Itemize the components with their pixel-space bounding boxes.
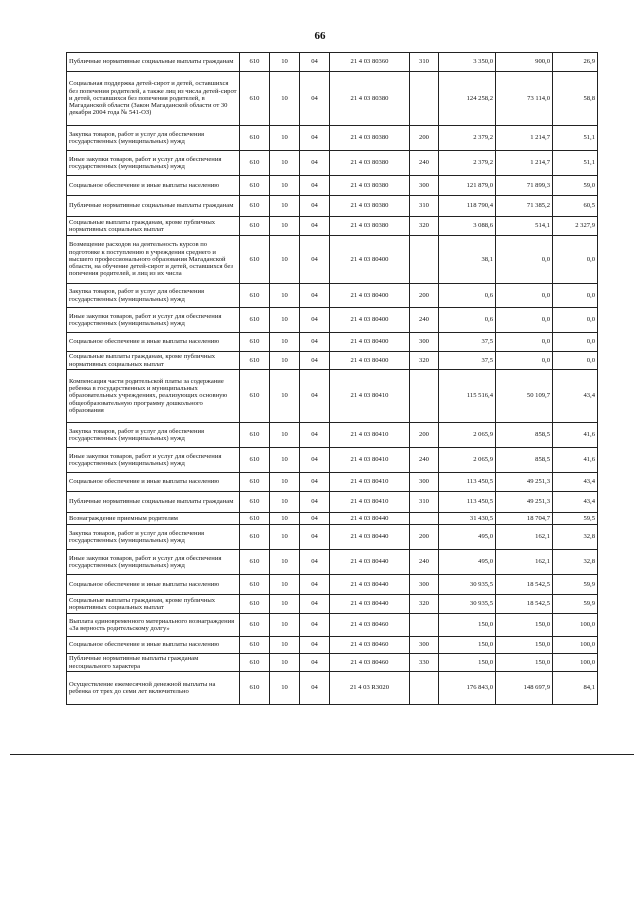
row-name: Социальные выплаты гражданам, кроме публичных нормативных социальных выплат bbox=[67, 352, 240, 370]
footer-divider bbox=[10, 754, 634, 755]
row-target-article: 21 4 03 80410 bbox=[330, 448, 410, 473]
row-section-code: 10 bbox=[270, 352, 300, 370]
row-name: Социальные выплаты гражданам, кроме публичных нормативных социальных выплат bbox=[67, 217, 240, 236]
table-row bbox=[67, 308, 598, 333]
row-section-code: 10 bbox=[270, 370, 300, 423]
row-actual-amount: 71 385,2 bbox=[496, 196, 553, 217]
table-row bbox=[67, 53, 598, 72]
row-actual-amount: 71 899,3 bbox=[496, 176, 553, 196]
row-name: Публичные нормативные социальные выплаты гражданам bbox=[67, 196, 240, 217]
row-percent-executed: 41,6 bbox=[553, 423, 598, 448]
row-subsection-code: 04 bbox=[300, 151, 330, 176]
row-name: Осуществление ежемесячной денежной выплаты на ребенка от трех до семи лет включительно bbox=[67, 672, 240, 705]
row-name: Компенсация части родительской платы за содержание ребенка в государственных и муниципальных образовательных учреждениях, реализующих основную общеобразовательную программу дошкольного образования bbox=[67, 370, 240, 423]
table-row bbox=[67, 473, 598, 492]
row-planned-amount: 2 065,9 bbox=[439, 448, 496, 473]
row-department-code: 610 bbox=[240, 473, 270, 492]
row-subsection-code: 04 bbox=[300, 217, 330, 236]
row-actual-amount: 18 542,5 bbox=[496, 575, 553, 595]
row-section-code: 10 bbox=[270, 448, 300, 473]
row-actual-amount: 1 214,7 bbox=[496, 151, 553, 176]
budget-table-body bbox=[67, 53, 598, 705]
row-expense-type: 310 bbox=[410, 492, 439, 513]
row-actual-amount: 18 704,7 bbox=[496, 513, 553, 525]
row-target-article: 21 4 03 80380 bbox=[330, 72, 410, 126]
table-row bbox=[67, 525, 598, 550]
row-name: Закупка товаров, работ и услуг для обеспечения государственных (муниципальных) нужд bbox=[67, 126, 240, 151]
row-expense-type: 300 bbox=[410, 176, 439, 196]
page-number: 66 bbox=[314, 30, 326, 42]
row-subsection-code: 04 bbox=[300, 473, 330, 492]
row-department-code: 610 bbox=[240, 308, 270, 333]
table-row bbox=[67, 196, 598, 217]
row-planned-amount: 118 790,4 bbox=[439, 196, 496, 217]
row-name: Иные закупки товаров, работ и услуг для обеспечения государственных (муниципальных) нужд bbox=[67, 550, 240, 575]
row-planned-amount: 37,5 bbox=[439, 333, 496, 352]
row-expense-type bbox=[410, 614, 439, 637]
row-planned-amount: 113 450,5 bbox=[439, 492, 496, 513]
row-percent-executed: 0,0 bbox=[553, 308, 598, 333]
row-subsection-code: 04 bbox=[300, 448, 330, 473]
row-section-code: 10 bbox=[270, 126, 300, 151]
row-subsection-code: 04 bbox=[300, 370, 330, 423]
row-actual-amount: 50 109,7 bbox=[496, 370, 553, 423]
table-row bbox=[67, 492, 598, 513]
row-planned-amount: 495,0 bbox=[439, 550, 496, 575]
row-expense-type: 310 bbox=[410, 53, 439, 72]
row-section-code: 10 bbox=[270, 575, 300, 595]
row-actual-amount: 0,0 bbox=[496, 333, 553, 352]
row-target-article: 21 4 03 80410 bbox=[330, 423, 410, 448]
row-actual-amount: 148 697,9 bbox=[496, 672, 553, 705]
row-subsection-code: 04 bbox=[300, 352, 330, 370]
row-planned-amount: 2 379,2 bbox=[439, 151, 496, 176]
row-target-article: 21 4 03 80380 bbox=[330, 196, 410, 217]
table-row bbox=[67, 72, 598, 126]
row-section-code: 10 bbox=[270, 284, 300, 308]
table-row bbox=[67, 448, 598, 473]
row-percent-executed: 0,0 bbox=[553, 333, 598, 352]
table-row bbox=[67, 126, 598, 151]
row-subsection-code: 04 bbox=[300, 284, 330, 308]
row-section-code: 10 bbox=[270, 614, 300, 637]
row-target-article: 21 4 03 80380 bbox=[330, 151, 410, 176]
table-row bbox=[67, 513, 598, 525]
row-section-code: 10 bbox=[270, 513, 300, 525]
table-row bbox=[67, 550, 598, 575]
row-expense-type: 200 bbox=[410, 284, 439, 308]
row-percent-executed: 59,5 bbox=[553, 513, 598, 525]
row-expense-type: 200 bbox=[410, 126, 439, 151]
row-percent-executed: 32,8 bbox=[553, 550, 598, 575]
row-subsection-code: 04 bbox=[300, 614, 330, 637]
row-subsection-code: 04 bbox=[300, 550, 330, 575]
row-expense-type: 300 bbox=[410, 575, 439, 595]
row-department-code: 610 bbox=[240, 196, 270, 217]
row-target-article: 21 4 03 80410 bbox=[330, 370, 410, 423]
row-actual-amount: 73 114,0 bbox=[496, 72, 553, 126]
row-planned-amount: 124 258,2 bbox=[439, 72, 496, 126]
row-department-code: 610 bbox=[240, 53, 270, 72]
row-percent-executed: 41,6 bbox=[553, 448, 598, 473]
row-planned-amount: 113 450,5 bbox=[439, 473, 496, 492]
row-subsection-code: 04 bbox=[300, 637, 330, 654]
table-row bbox=[67, 637, 598, 654]
row-expense-type: 200 bbox=[410, 423, 439, 448]
row-section-code: 10 bbox=[270, 53, 300, 72]
row-percent-executed: 51,1 bbox=[553, 126, 598, 151]
row-subsection-code: 04 bbox=[300, 308, 330, 333]
row-percent-executed: 32,8 bbox=[553, 525, 598, 550]
row-section-code: 10 bbox=[270, 525, 300, 550]
row-expense-type: 310 bbox=[410, 196, 439, 217]
row-target-article: 21 4 03 80380 bbox=[330, 176, 410, 196]
row-actual-amount: 0,0 bbox=[496, 352, 553, 370]
row-expense-type: 320 bbox=[410, 595, 439, 614]
row-percent-executed: 0,0 bbox=[553, 352, 598, 370]
row-percent-executed: 100,0 bbox=[553, 654, 598, 672]
table-row bbox=[67, 352, 598, 370]
row-actual-amount: 18 542,5 bbox=[496, 595, 553, 614]
row-name: Социальные выплаты гражданам, кроме публичных нормативных социальных выплат bbox=[67, 595, 240, 614]
table-row bbox=[67, 151, 598, 176]
row-expense-type: 240 bbox=[410, 308, 439, 333]
row-department-code: 610 bbox=[240, 448, 270, 473]
row-percent-executed: 59,9 bbox=[553, 595, 598, 614]
row-target-article: 21 4 03 80400 bbox=[330, 284, 410, 308]
row-percent-executed: 60,5 bbox=[553, 196, 598, 217]
row-planned-amount: 0,6 bbox=[439, 284, 496, 308]
row-name: Выплата единовременного материального вознаграждения «За верность родительскому долгу» bbox=[67, 614, 240, 637]
row-planned-amount: 30 935,5 bbox=[439, 575, 496, 595]
row-percent-executed: 59,0 bbox=[553, 176, 598, 196]
row-target-article: 21 4 03 80440 bbox=[330, 575, 410, 595]
row-planned-amount: 31 430,5 bbox=[439, 513, 496, 525]
row-subsection-code: 04 bbox=[300, 595, 330, 614]
row-department-code: 610 bbox=[240, 176, 270, 196]
table-row bbox=[67, 333, 598, 352]
row-subsection-code: 04 bbox=[300, 423, 330, 448]
row-planned-amount: 176 843,0 bbox=[439, 672, 496, 705]
row-target-article: 21 4 03 80400 bbox=[330, 308, 410, 333]
row-actual-amount: 49 251,3 bbox=[496, 492, 553, 513]
row-planned-amount: 115 516,4 bbox=[439, 370, 496, 423]
row-name: Публичные нормативные выплаты гражданам несоциального характера bbox=[67, 654, 240, 672]
row-name: Социальное обеспечение и иные выплаты населению bbox=[67, 333, 240, 352]
row-expense-type: 320 bbox=[410, 217, 439, 236]
row-percent-executed: 0,0 bbox=[553, 284, 598, 308]
row-planned-amount: 0,6 bbox=[439, 308, 496, 333]
row-subsection-code: 04 bbox=[300, 176, 330, 196]
table-row bbox=[67, 672, 598, 705]
row-percent-executed: 84,1 bbox=[553, 672, 598, 705]
row-expense-type bbox=[410, 72, 439, 126]
row-section-code: 10 bbox=[270, 672, 300, 705]
row-target-article: 21 4 03 80460 bbox=[330, 637, 410, 654]
row-expense-type bbox=[410, 370, 439, 423]
row-expense-type: 200 bbox=[410, 525, 439, 550]
row-actual-amount: 858,5 bbox=[496, 423, 553, 448]
table-row bbox=[67, 236, 598, 284]
row-department-code: 610 bbox=[240, 236, 270, 284]
row-subsection-code: 04 bbox=[300, 196, 330, 217]
row-name: Иные закупки товаров, работ и услуг для обеспечения государственных (муниципальных) нужд bbox=[67, 448, 240, 473]
row-subsection-code: 04 bbox=[300, 236, 330, 284]
row-target-article: 21 4 03 80380 bbox=[330, 217, 410, 236]
row-percent-executed: 43,4 bbox=[553, 492, 598, 513]
row-subsection-code: 04 bbox=[300, 575, 330, 595]
row-actual-amount: 858,5 bbox=[496, 448, 553, 473]
row-name: Закупка товаров, работ и услуг для обеспечения государственных (муниципальных) нужд bbox=[67, 525, 240, 550]
row-target-article: 21 4 03 80440 bbox=[330, 550, 410, 575]
row-expense-type: 330 bbox=[410, 654, 439, 672]
row-expense-type bbox=[410, 513, 439, 525]
row-subsection-code: 04 bbox=[300, 525, 330, 550]
row-subsection-code: 04 bbox=[300, 492, 330, 513]
row-department-code: 610 bbox=[240, 370, 270, 423]
row-expense-type: 240 bbox=[410, 550, 439, 575]
row-department-code: 610 bbox=[240, 333, 270, 352]
row-department-code: 610 bbox=[240, 423, 270, 448]
row-planned-amount: 121 879,0 bbox=[439, 176, 496, 196]
row-target-article: 21 4 03 80440 bbox=[330, 525, 410, 550]
budget-table bbox=[66, 52, 598, 705]
row-expense-type: 300 bbox=[410, 473, 439, 492]
row-expense-type: 240 bbox=[410, 151, 439, 176]
row-percent-executed: 100,0 bbox=[553, 614, 598, 637]
row-target-article: 21 4 03 80410 bbox=[330, 473, 410, 492]
row-name: Социальное обеспечение и иные выплаты населению bbox=[67, 575, 240, 595]
row-planned-amount: 495,0 bbox=[439, 525, 496, 550]
row-section-code: 10 bbox=[270, 492, 300, 513]
row-planned-amount: 3 088,6 bbox=[439, 217, 496, 236]
row-target-article: 21 4 03 80400 bbox=[330, 352, 410, 370]
row-target-article: 21 4 03 80440 bbox=[330, 595, 410, 614]
row-planned-amount: 3 350,0 bbox=[439, 53, 496, 72]
row-percent-executed: 43,4 bbox=[553, 473, 598, 492]
row-target-article: 21 4 03 80460 bbox=[330, 614, 410, 637]
row-percent-executed: 0,0 bbox=[553, 236, 598, 284]
row-planned-amount: 38,1 bbox=[439, 236, 496, 284]
row-actual-amount: 150,0 bbox=[496, 614, 553, 637]
row-target-article: 21 4 03 80400 bbox=[330, 333, 410, 352]
row-planned-amount: 150,0 bbox=[439, 654, 496, 672]
table-row bbox=[67, 595, 598, 614]
row-section-code: 10 bbox=[270, 637, 300, 654]
row-subsection-code: 04 bbox=[300, 126, 330, 151]
table-row bbox=[67, 370, 598, 423]
row-target-article: 21 4 03 R3020 bbox=[330, 672, 410, 705]
row-name: Социальное обеспечение и иные выплаты населению bbox=[67, 176, 240, 196]
row-expense-type: 300 bbox=[410, 333, 439, 352]
row-section-code: 10 bbox=[270, 176, 300, 196]
row-name: Публичные нормативные социальные выплаты гражданам bbox=[67, 53, 240, 72]
row-section-code: 10 bbox=[270, 654, 300, 672]
row-percent-executed: 2 327,9 bbox=[553, 217, 598, 236]
row-planned-amount: 30 935,5 bbox=[439, 595, 496, 614]
row-planned-amount: 2 379,2 bbox=[439, 126, 496, 151]
row-actual-amount: 900,0 bbox=[496, 53, 553, 72]
row-percent-executed: 100,0 bbox=[553, 637, 598, 654]
row-actual-amount: 49 251,3 bbox=[496, 473, 553, 492]
row-planned-amount: 37,5 bbox=[439, 352, 496, 370]
row-section-code: 10 bbox=[270, 196, 300, 217]
row-section-code: 10 bbox=[270, 308, 300, 333]
row-actual-amount: 150,0 bbox=[496, 654, 553, 672]
row-target-article: 21 4 03 80460 bbox=[330, 654, 410, 672]
row-subsection-code: 04 bbox=[300, 53, 330, 72]
row-subsection-code: 04 bbox=[300, 72, 330, 126]
row-name: Социальное обеспечение и иные выплаты населению bbox=[67, 473, 240, 492]
row-department-code: 610 bbox=[240, 217, 270, 236]
table-row bbox=[67, 176, 598, 196]
row-target-article: 21 4 03 80410 bbox=[330, 492, 410, 513]
row-expense-type: 240 bbox=[410, 448, 439, 473]
row-department-code: 610 bbox=[240, 550, 270, 575]
row-section-code: 10 bbox=[270, 333, 300, 352]
row-subsection-code: 04 bbox=[300, 513, 330, 525]
row-actual-amount: 0,0 bbox=[496, 236, 553, 284]
row-target-article: 21 4 03 80380 bbox=[330, 126, 410, 151]
table-row bbox=[67, 217, 598, 236]
row-department-code: 610 bbox=[240, 151, 270, 176]
row-actual-amount: 150,0 bbox=[496, 637, 553, 654]
row-department-code: 610 bbox=[240, 126, 270, 151]
row-name: Социальная поддержка детей-сирот и детей, оставшихся без попечения родителей, а также лиц из числа детей-сирот и детей, оставшихся без попечения родителей, в Магаданской области (Закон Магаданской области от 30 декабря 2004 года № 541-ОЗ) bbox=[67, 72, 240, 126]
row-percent-executed: 51,1 bbox=[553, 151, 598, 176]
row-name: Возмещение расходов на деятельность курсов по подготовке к поступлению в учреждения среднего и высшего профессионального образования Магаданской области, на обучение детей-сирот и детей, оставшихся без попечения родителей, и лиц из их числа bbox=[67, 236, 240, 284]
row-subsection-code: 04 bbox=[300, 672, 330, 705]
table-row bbox=[67, 614, 598, 637]
row-section-code: 10 bbox=[270, 595, 300, 614]
row-name: Вознаграждение приемным родителям bbox=[67, 513, 240, 525]
row-name: Закупка товаров, работ и услуг для обеспечения государственных (муниципальных) нужд bbox=[67, 423, 240, 448]
row-name: Иные закупки товаров, работ и услуг для обеспечения государственных (муниципальных) нужд bbox=[67, 308, 240, 333]
row-planned-amount: 2 065,9 bbox=[439, 423, 496, 448]
row-planned-amount: 150,0 bbox=[439, 637, 496, 654]
row-section-code: 10 bbox=[270, 151, 300, 176]
row-target-article: 21 4 03 80440 bbox=[330, 513, 410, 525]
row-expense-type: 320 bbox=[410, 352, 439, 370]
row-department-code: 610 bbox=[240, 654, 270, 672]
row-percent-executed: 58,8 bbox=[553, 72, 598, 126]
row-department-code: 610 bbox=[240, 637, 270, 654]
row-percent-executed: 59,9 bbox=[553, 575, 598, 595]
row-actual-amount: 162,1 bbox=[496, 525, 553, 550]
row-actual-amount: 0,0 bbox=[496, 284, 553, 308]
row-expense-type bbox=[410, 672, 439, 705]
row-percent-executed: 26,9 bbox=[553, 53, 598, 72]
row-subsection-code: 04 bbox=[300, 654, 330, 672]
row-department-code: 610 bbox=[240, 352, 270, 370]
table-row bbox=[67, 284, 598, 308]
row-actual-amount: 162,1 bbox=[496, 550, 553, 575]
row-department-code: 610 bbox=[240, 492, 270, 513]
row-name: Закупка товаров, работ и услуг для обеспечения государственных (муниципальных) нужд bbox=[67, 284, 240, 308]
row-department-code: 610 bbox=[240, 72, 270, 126]
row-actual-amount: 514,1 bbox=[496, 217, 553, 236]
row-expense-type bbox=[410, 236, 439, 284]
row-department-code: 610 bbox=[240, 575, 270, 595]
row-name: Иные закупки товаров, работ и услуг для обеспечения государственных (муниципальных) нужд bbox=[67, 151, 240, 176]
row-section-code: 10 bbox=[270, 217, 300, 236]
row-section-code: 10 bbox=[270, 236, 300, 284]
table-row bbox=[67, 575, 598, 595]
row-department-code: 610 bbox=[240, 513, 270, 525]
row-actual-amount: 0,0 bbox=[496, 308, 553, 333]
row-percent-executed: 43,4 bbox=[553, 370, 598, 423]
row-section-code: 10 bbox=[270, 550, 300, 575]
row-planned-amount: 150,0 bbox=[439, 614, 496, 637]
row-actual-amount: 1 214,7 bbox=[496, 126, 553, 151]
row-section-code: 10 bbox=[270, 72, 300, 126]
table-row bbox=[67, 423, 598, 448]
row-section-code: 10 bbox=[270, 473, 300, 492]
row-target-article: 21 4 03 80400 bbox=[330, 236, 410, 284]
row-subsection-code: 04 bbox=[300, 333, 330, 352]
row-department-code: 610 bbox=[240, 614, 270, 637]
row-section-code: 10 bbox=[270, 423, 300, 448]
row-department-code: 610 bbox=[240, 284, 270, 308]
row-target-article: 21 4 03 80360 bbox=[330, 53, 410, 72]
row-name: Публичные нормативные социальные выплаты гражданам bbox=[67, 492, 240, 513]
row-department-code: 610 bbox=[240, 672, 270, 705]
table-row bbox=[67, 654, 598, 672]
row-expense-type: 300 bbox=[410, 637, 439, 654]
row-name: Социальное обеспечение и иные выплаты населению bbox=[67, 637, 240, 654]
row-department-code: 610 bbox=[240, 525, 270, 550]
row-department-code: 610 bbox=[240, 595, 270, 614]
